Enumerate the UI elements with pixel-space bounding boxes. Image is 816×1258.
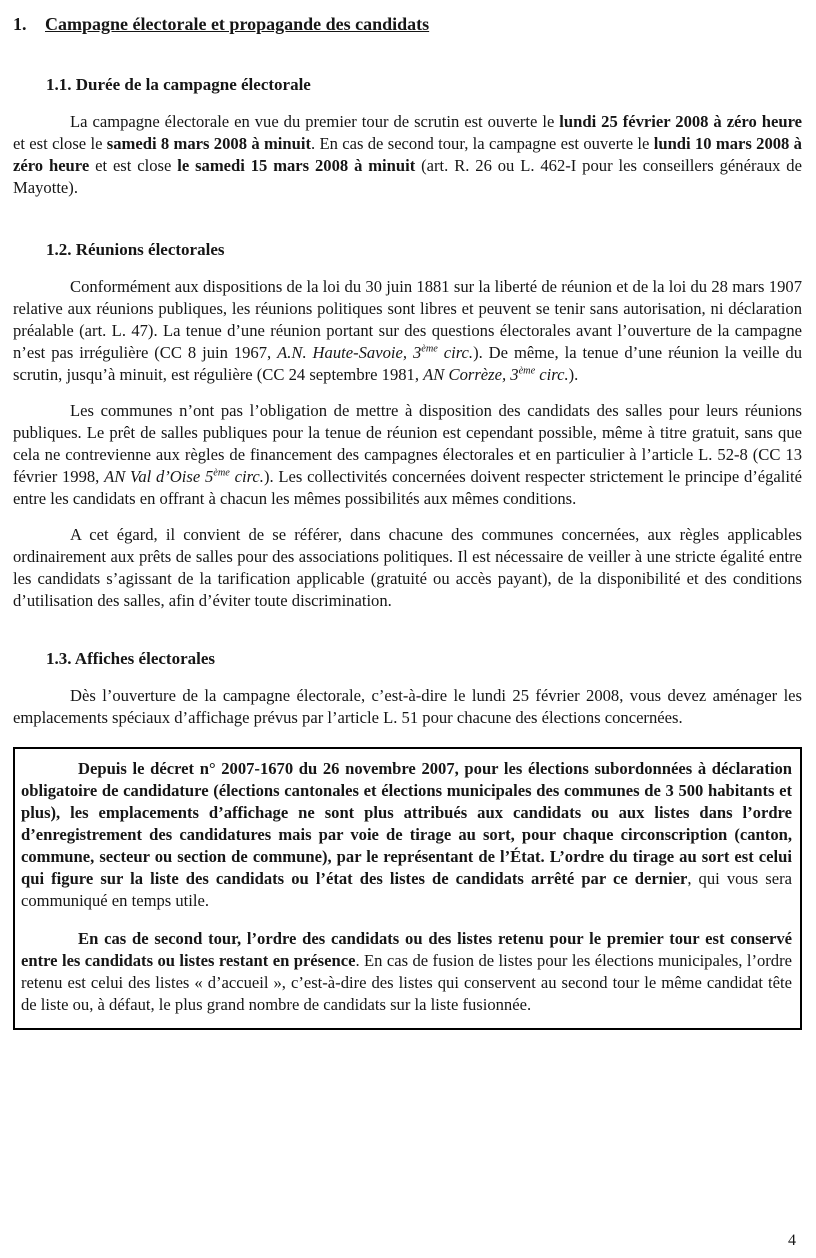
section-number: 1. <box>13 14 27 34</box>
subsection-heading-1-3: 1.3. Affiches électorales <box>46 649 215 668</box>
box-paragraph-second-tour: En cas de second tour, l’ordre des candidats ou des listes retenu pour le premier tour est conservé entre les candidats ou listes restant en présence. En cas de fusion de listes pour les élections municipales, l’ordre retenu est celui des listes « d’accueil », c’est-à-dire des listes qui conservent au second tour le même candidat tête de liste ou, à défaut, le plus grand nombre de candidats sur la liste fusionnée. <box>21 929 792 1014</box>
paragraph-meetings-law: Conformément aux dispositions de la loi du 30 juin 1881 sur la liberté de réunion et de la loi du 28 mars 1907 relative aux réunions publiques, les réunions politiques sont libres et peuvent se tenir sans autorisation, ni déclaration préalable (art. L. 47). La tenue d’une réunion portant sur des questions électorales avant l’ouverture de la campagne n’est pas irrégulière (CC 8 juin 1967, A.N. Haute-Savoie, 3ème circ.). De même, la tenue d’une réunion la veille du scrutin, jusqu’à minuit, est régulière (CC 24 septembre 1981, AN Corrèze, 3ème circ.). <box>13 277 802 384</box>
section-title: Campagne électorale et propagande des candidats <box>45 14 430 34</box>
subsection-heading-1-2: 1.2. Réunions électorales <box>46 240 225 259</box>
decree-highlight-box <box>13 747 802 1030</box>
section-heading <box>13 12 802 36</box>
box-paragraph-decret-tirage: Depuis le décret n° 2007-1670 du 26 novembre 2007, pour les élections subordonnées à déclaration obligatoire de candidature (élections cantonales et élections municipales des communes de 3 500 habitants et plus), les emplacements d’affichage ne sont plus attribués aux candidats ou aux listes dans l’ordre d’enregistrement des candidatures mais par voie de tirage au sort, pour chaque circonscription (canton, commune, secteur ou section de commune), par le représentant de l’État. L’ordre du tirage au sort est celui qui figure sur la liste des candidats ou l’état des listes de candidats arrêté par ce dernier, qui vous sera communiqué en temps utile. <box>21 759 792 910</box>
page-number: 4 <box>788 1232 796 1249</box>
paragraph-campaign-duration: La campagne électorale en vue du premier tour de scrutin est ouverte le lundi 25 février 2008 à zéro heure et est close le samedi 8 mars 2008 à minuit. En cas de second tour, la campagne est ouverte le lundi 10 mars 2008 à zéro heure et est close le samedi 15 mars 2008 à minuit (art. R. 26 ou L. 462-I pour les conseillers généraux de Mayotte). <box>13 112 802 197</box>
paragraph-affichage: Dès l’ouverture de la campagne électorale, c’est-à-dire le lundi 25 février 2008, vous devez aménager les emplacements spéciaux d’affichage prévus par l’article L. 51 pour chacune des élections concernées. <box>13 686 802 727</box>
subsection-heading-1-1: 1.1. Durée de la campagne électorale <box>46 75 311 94</box>
paragraph-communes-salles: Les communes n’ont pas l’obligation de mettre à disposition des candidats des salles pour leurs réunions publiques. Le prêt de salles publiques pour la tenue de réunion est cependant possible, même à titre gratuit, sans que cela ne contrevienne aux règles de financement des campagnes électorales et en particulier à l’article L. 52-8 (CC 13 février 1998, AN Val d’Oise 5ème circ.). Les collectivités concernées doivent respecter strictement le principe d’égalité entre les candidats en offrant à chacun les mêmes possibilités aux mêmes conditions. <box>13 401 802 508</box>
paragraph-egalite-tarification: A cet égard, il convient de se référer, dans chacune des communes concernées, aux règles applicables ordinairement aux prêts de salles pour des associations politiques. Il est nécessaire de veiller à une stricte égalité entre les candidats s’agissant de la tarification applicable (gratuité ou accès payant), de la disponibilité et des conditions d’utilisation des salles, afin d’éviter toute discrimination. <box>13 525 802 610</box>
